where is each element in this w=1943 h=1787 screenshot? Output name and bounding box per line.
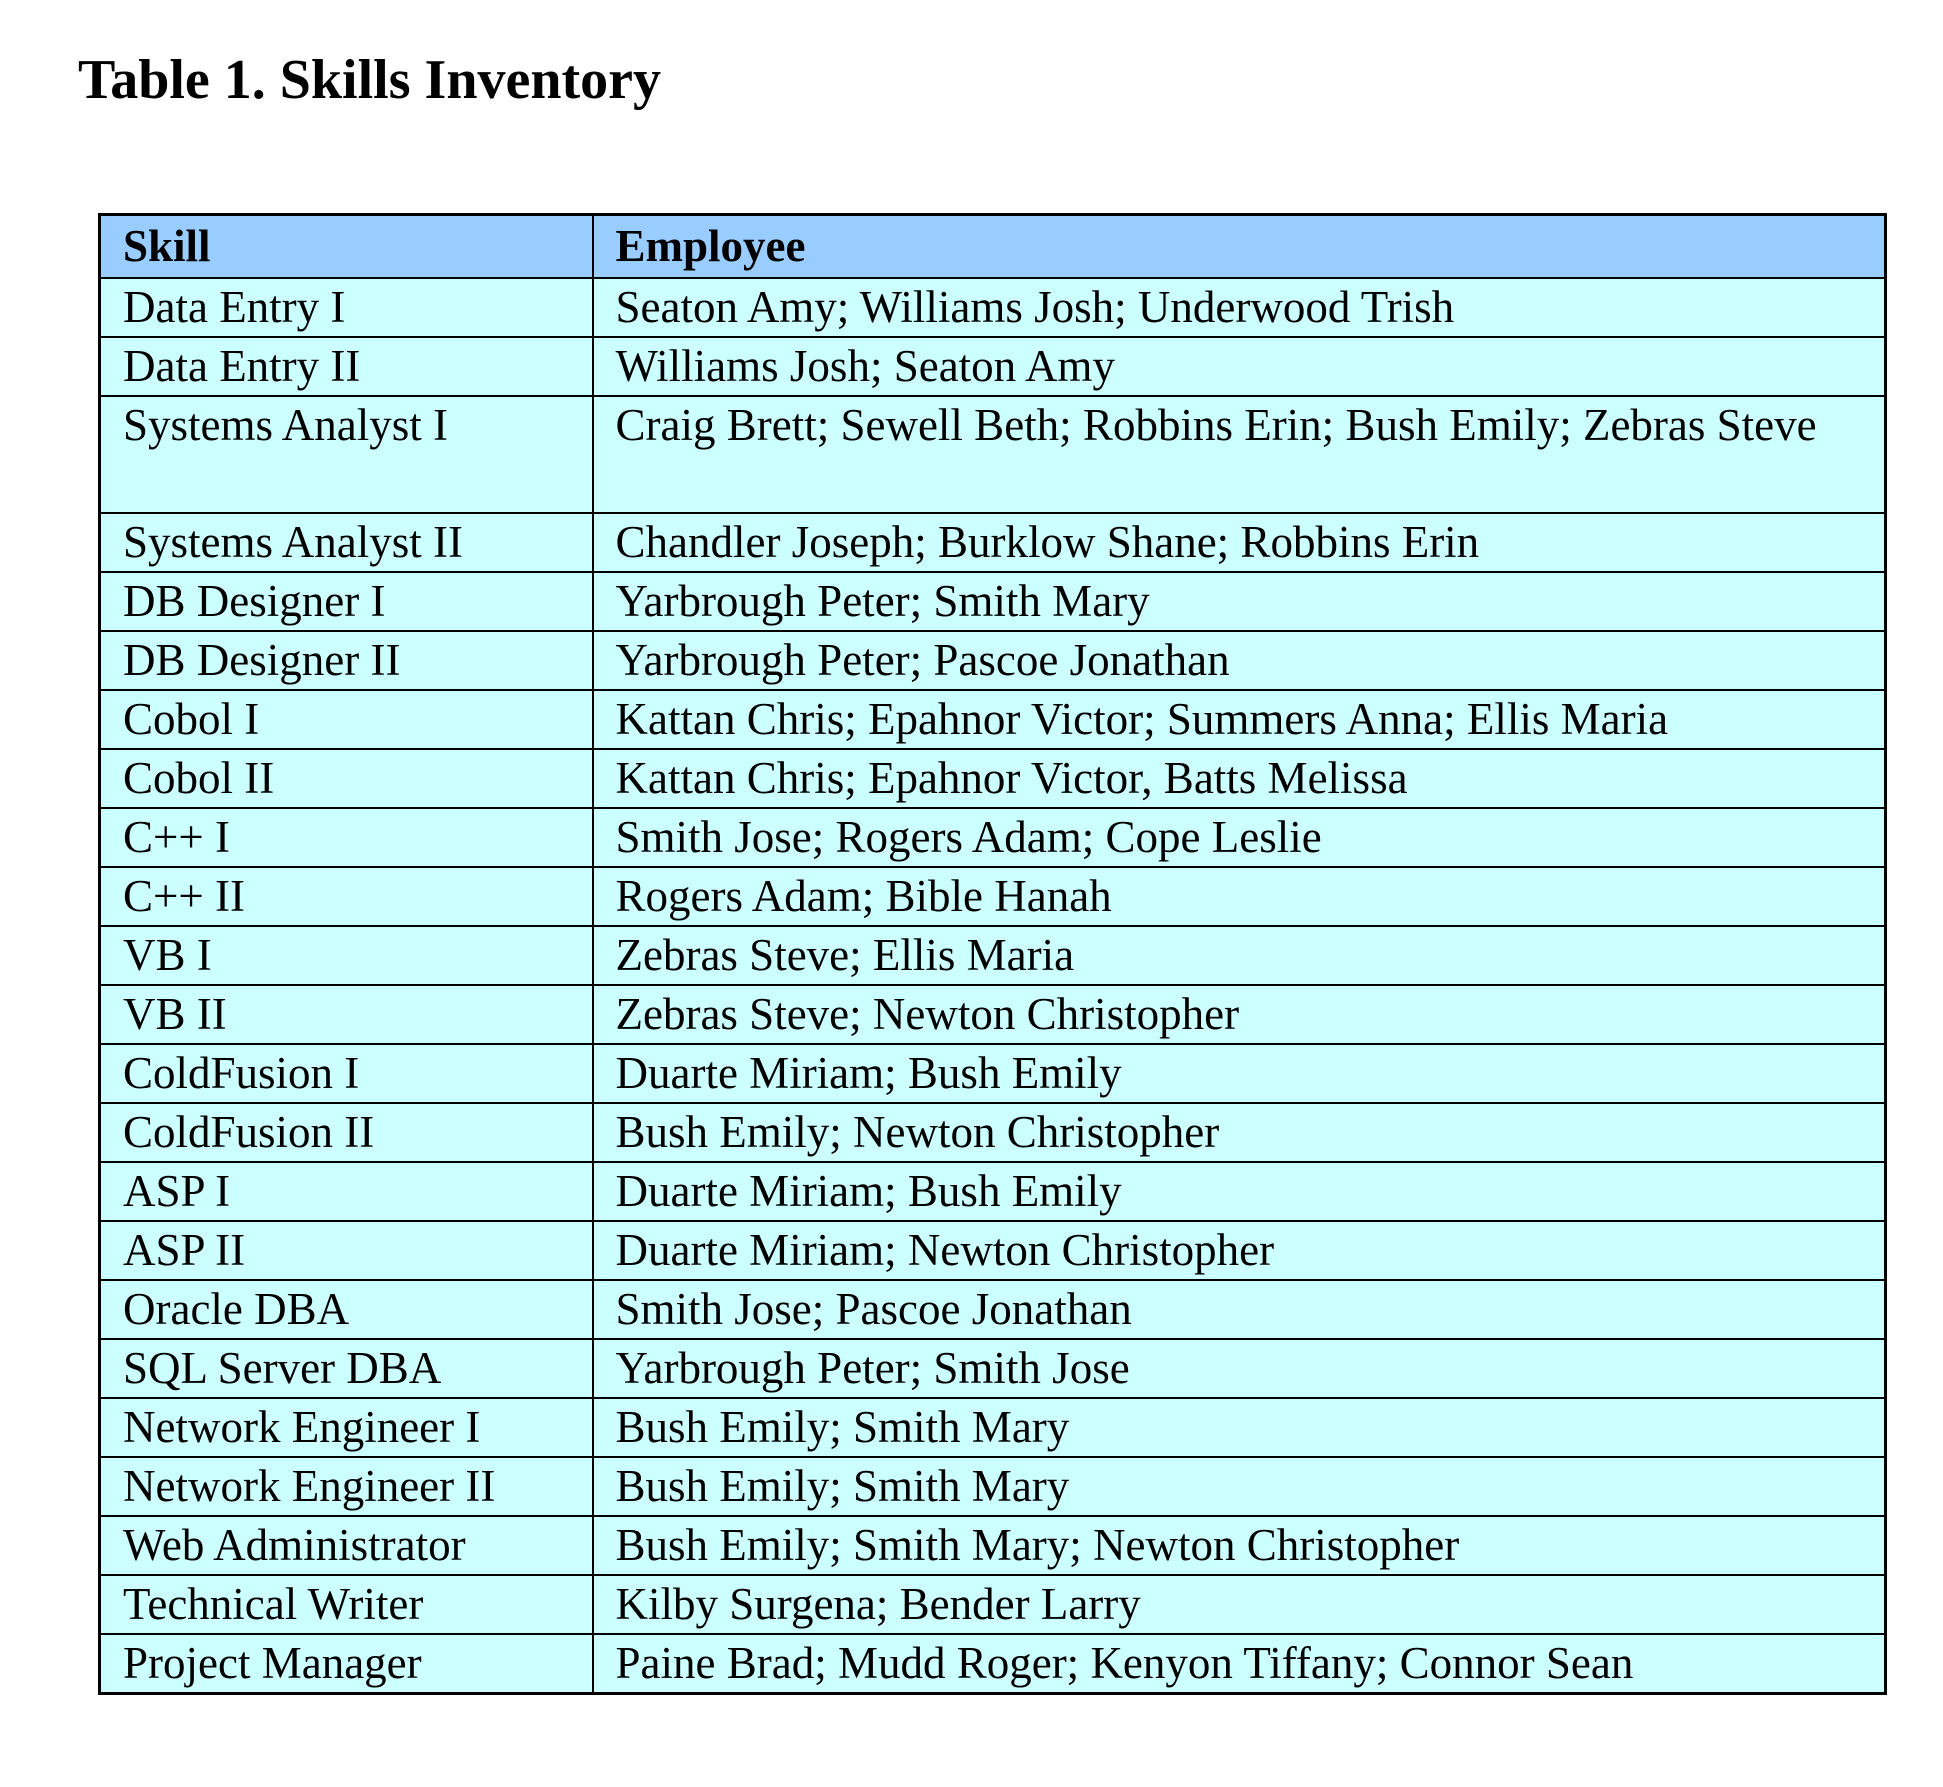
employee-cell: Craig Brett; Sewell Beth; Robbins Erin; Bush Emily; Zebras Steve <box>593 396 1886 513</box>
skill-cell: Project Manager <box>100 1634 593 1694</box>
skill-cell: ColdFusion II <box>100 1103 593 1162</box>
skills-inventory-table <box>98 213 1887 1695</box>
skill-cell: Network Engineer I <box>100 1398 593 1457</box>
skill-cell: C++ II <box>100 867 593 926</box>
employee-cell: Smith Jose; Rogers Adam; Cope Leslie <box>593 808 1886 867</box>
table-row <box>100 926 1886 985</box>
employee-cell: Zebras Steve; Newton Christopher <box>593 985 1886 1044</box>
page-title: Table 1. Skills Inventory <box>78 49 661 111</box>
table-row <box>100 1103 1886 1162</box>
skill-cell: Cobol I <box>100 690 593 749</box>
skill-cell: DB Designer II <box>100 631 593 690</box>
skill-cell: DB Designer I <box>100 572 593 631</box>
table-row <box>100 749 1886 808</box>
table-row <box>100 513 1886 572</box>
table-row <box>100 1339 1886 1398</box>
employee-cell: Kilby Surgena; Bender Larry <box>593 1575 1886 1634</box>
skill-cell: C++ I <box>100 808 593 867</box>
employee-cell: Yarbrough Peter; Smith Mary <box>593 572 1886 631</box>
employee-cell: Rogers Adam; Bible Hanah <box>593 867 1886 926</box>
employee-cell: Kattan Chris; Epahnor Victor, Batts Melissa <box>593 749 1886 808</box>
table-header-row <box>100 215 1886 279</box>
column-header-employee: Employee <box>593 215 1886 279</box>
employee-cell: Bush Emily; Smith Mary; Newton Christopher <box>593 1516 1886 1575</box>
table-row <box>100 337 1886 396</box>
skill-cell: Cobol II <box>100 749 593 808</box>
column-header-skill: Skill <box>100 215 593 279</box>
employee-cell: Chandler Joseph; Burklow Shane; Robbins Erin <box>593 513 1886 572</box>
skill-cell: ASP I <box>100 1162 593 1221</box>
skill-cell: ASP II <box>100 1221 593 1280</box>
table-row <box>100 808 1886 867</box>
table-row <box>100 1575 1886 1634</box>
employee-cell: Seaton Amy; Williams Josh; Underwood Trish <box>593 278 1886 337</box>
employee-cell: Duarte Miriam; Newton Christopher <box>593 1221 1886 1280</box>
skill-cell: Network Engineer II <box>100 1457 593 1516</box>
employee-cell: Yarbrough Peter; Smith Jose <box>593 1339 1886 1398</box>
table-row <box>100 1221 1886 1280</box>
table-row <box>100 572 1886 631</box>
skill-cell: ColdFusion I <box>100 1044 593 1103</box>
skill-cell: Data Entry II <box>100 337 593 396</box>
skill-cell: Technical Writer <box>100 1575 593 1634</box>
table-row <box>100 985 1886 1044</box>
employee-cell: Yarbrough Peter; Pascoe Jonathan <box>593 631 1886 690</box>
skill-cell: SQL Server DBA <box>100 1339 593 1398</box>
skill-cell: VB I <box>100 926 593 985</box>
skill-cell: Systems Analyst I <box>100 396 593 513</box>
skill-cell: Web Administrator <box>100 1516 593 1575</box>
employee-cell: Bush Emily; Smith Mary <box>593 1398 1886 1457</box>
table-row <box>100 1634 1886 1694</box>
skills-table-container <box>98 213 1887 1695</box>
employee-cell: Paine Brad; Mudd Roger; Kenyon Tiffany; Connor Sean <box>593 1634 1886 1694</box>
table-row <box>100 278 1886 337</box>
employee-cell: Duarte Miriam; Bush Emily <box>593 1044 1886 1103</box>
employee-cell: Bush Emily; Newton Christopher <box>593 1103 1886 1162</box>
skill-cell: VB II <box>100 985 593 1044</box>
skill-cell: Data Entry I <box>100 278 593 337</box>
employee-cell: Kattan Chris; Epahnor Victor; Summers Anna; Ellis Maria <box>593 690 1886 749</box>
table-row <box>100 1162 1886 1221</box>
table-row <box>100 690 1886 749</box>
skill-cell: Oracle DBA <box>100 1280 593 1339</box>
table-row <box>100 1457 1886 1516</box>
table-row <box>100 396 1886 513</box>
employee-cell: Bush Emily; Smith Mary <box>593 1457 1886 1516</box>
table-row <box>100 631 1886 690</box>
table-row <box>100 1280 1886 1339</box>
employee-cell: Smith Jose; Pascoe Jonathan <box>593 1280 1886 1339</box>
employee-cell: Williams Josh; Seaton Amy <box>593 337 1886 396</box>
table-row <box>100 1044 1886 1103</box>
employee-cell: Zebras Steve; Ellis Maria <box>593 926 1886 985</box>
skill-cell: Systems Analyst II <box>100 513 593 572</box>
employee-cell: Duarte Miriam; Bush Emily <box>593 1162 1886 1221</box>
table-row <box>100 1516 1886 1575</box>
table-row <box>100 1398 1886 1457</box>
table-row <box>100 867 1886 926</box>
